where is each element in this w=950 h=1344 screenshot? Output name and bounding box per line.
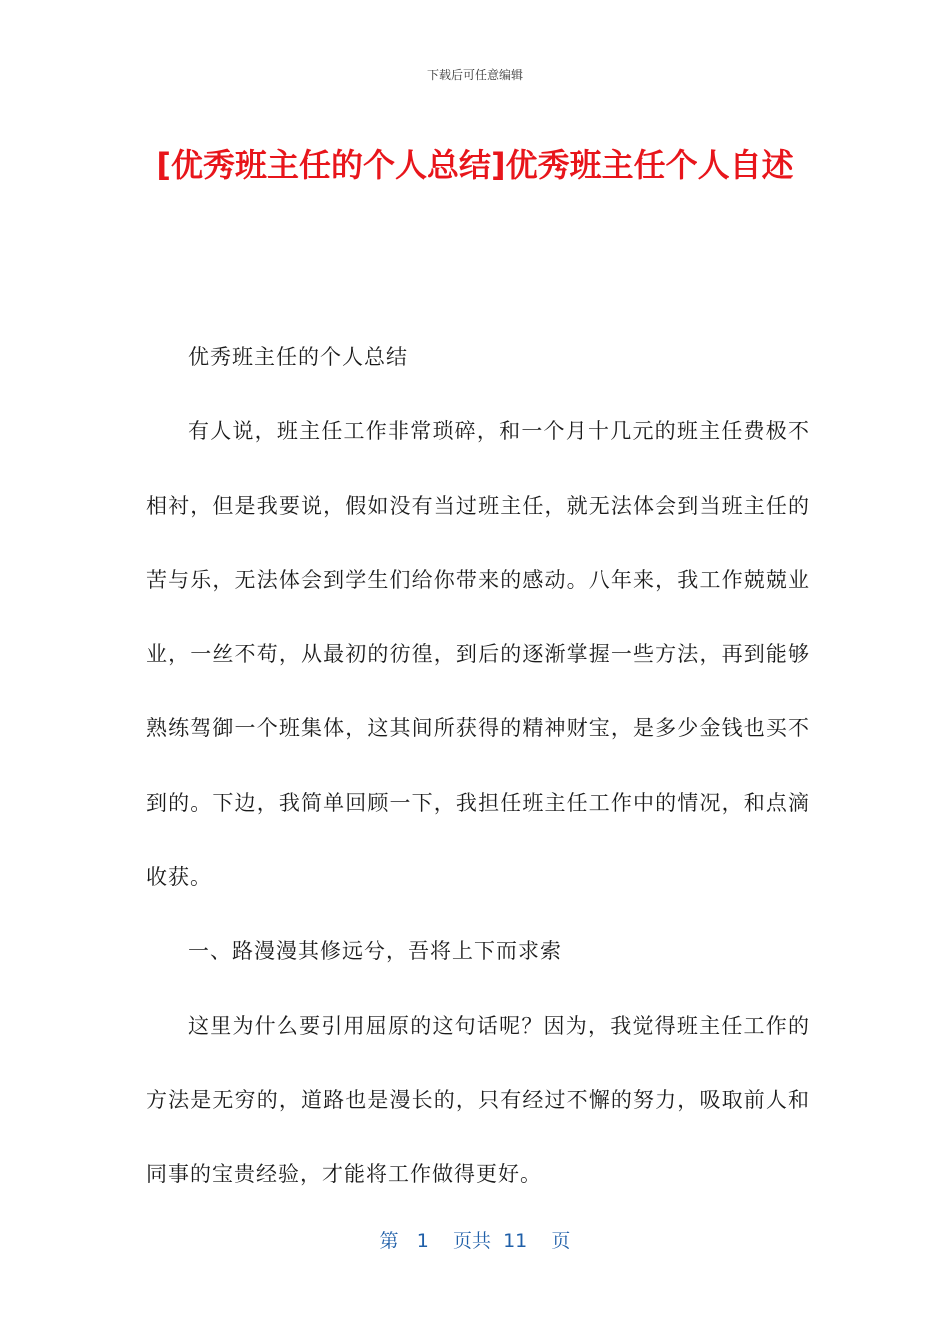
header-note: 下载后可任意编辑 [426, 68, 523, 82]
document-title: [优秀班主任的个人总结]优秀班主任个人自述 [156, 146, 794, 184]
body-paragraph: 有人说，班主任工作非常琐碎，和一个月十几元的班主任费极不相衬，但是我要说，假如没有当过班主任，就无法体会到当班主任的苦与乐，无法体会到学生们给你带来的感动。八年来，我工作兢兢业业，一丝不苟，从最初的彷徨，到后的逐渐掌握一些方法，再到能够熟练驾御一个班集体，这其间所获得的精神财宝，是多少金钱也买不到的。下边，我简单回顾一下，我担任班主任工作中的情况，和点滴收获。 [146, 419, 810, 890]
footer-suffix: 页 [551, 1230, 571, 1252]
footer-prefix: 第 [379, 1230, 399, 1252]
current-page-number: 1 [416, 1230, 429, 1252]
body-paragraph: 这里为什么要引用屈原的这句话呢？因为，我觉得班主任工作的方法是无穷的，道路也是漫长的，只有经过不懈的努力，吸取前人和同事的宝贵经验，才能将工作做得更好。 [146, 1013, 810, 1187]
footer-middle: 页共 [452, 1230, 491, 1252]
document-body [146, 320, 810, 1212]
section-heading: 一、路漫漫其修远兮，吾将上下而求索 [188, 939, 562, 964]
section-heading: 优秀班主任的个人总结 [188, 345, 408, 369]
total-pages-number: 11 [503, 1230, 528, 1252]
page-footer [0, 1226, 950, 1253]
